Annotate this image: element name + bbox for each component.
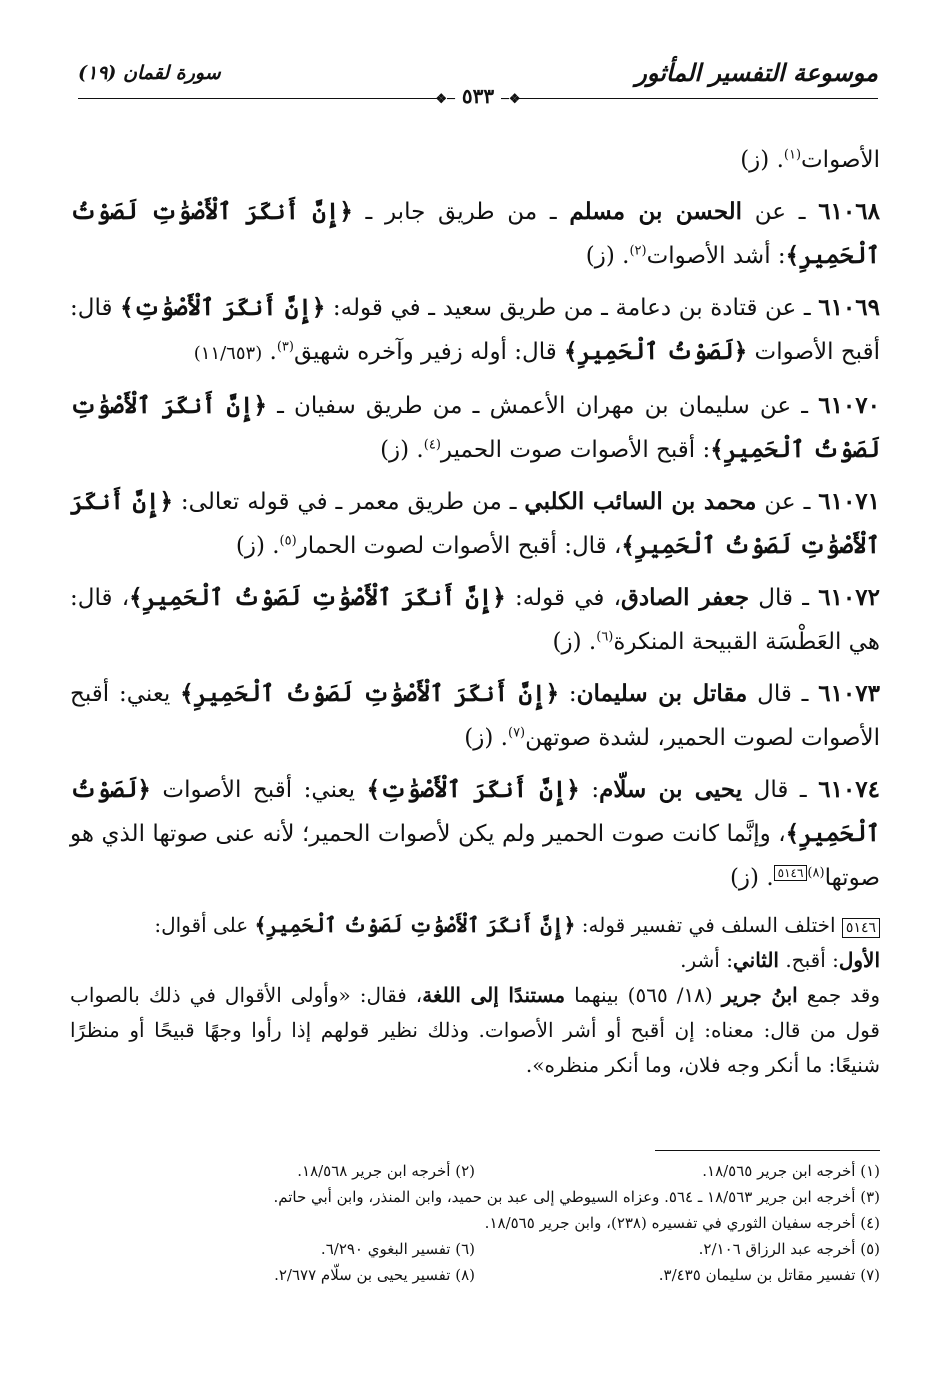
footnote-8: (٨) تفسير يحيى بن سلّام ٢/٦٧٧. xyxy=(274,1266,475,1284)
commentary-marker: ٥١٤٦ xyxy=(842,918,880,938)
opinion-label: الأول xyxy=(838,948,880,972)
narration-61070: ٦١٠٧٠ ـ عن سليمان بن مهران الأعمش ـ من طريق سفيان ـ ﴿إِنَّ أَنكَرَ ٱلْأَصْوَٰتِ لَصَوْتُ ٱلْحَمِيرِ﴾: أقبح الأصوات صوت الحمير$^{(٤)}$. (ز) xyxy=(70,392,880,463)
footnote-row xyxy=(70,1236,880,1262)
narration-61071: ٦١٠٧١ ـ عن محمد بن السائب الكلبي ـ من طريق معمر ـ في قوله تعالى: ﴿إِنَّ أَنكَرَ ٱلْأَصْوَٰتِ لَصَوْتُ ٱلْحَمِيرِ﴾، قال: أقبح الأصوات لصوت الحمار$^{(٥)}$. (ز) xyxy=(70,488,881,559)
quran-quote: ﴿إِنَّ أَنكَرَ ٱلْأَصْوَٰتِ لَصَوْتُ ٱلْحَمِيرِ﴾ xyxy=(180,680,560,707)
narrator-name: يحيى بن سلّام xyxy=(599,776,743,803)
commentary-marker[interactable]: ٥١٤٦ xyxy=(774,865,808,881)
footnote-row xyxy=(70,1158,880,1184)
footnote-divider xyxy=(655,1150,880,1151)
commentary-section xyxy=(70,908,880,1083)
page-number: ٥٣٣ xyxy=(461,84,495,108)
narration-61068: ٦١٠٦٨ ـ عن الحسن بن مسلم ـ من طريق جابر ـ ﴿إِنَّ أَنكَرَ ٱلْأَصْوَٰتِ لَصَوْتُ ٱلْحَمِيرِ﴾: أشد الأصوات$^{(٢)}$. (ز) xyxy=(70,198,880,269)
page-header xyxy=(78,56,878,106)
footnote-ref[interactable]: (٤) xyxy=(423,437,441,453)
narrations xyxy=(70,138,880,908)
ornament-icon: ─❖ xyxy=(501,92,521,107)
header-rule-left xyxy=(78,98,438,99)
quran-quote: ﴿إِنَّ أَنكَرَ ٱلْأَصْوَٰتِ لَصَوْتُ ٱلْحَمِيرِ﴾ xyxy=(254,913,576,937)
commentary-opinions: الأول: أقبح. الثاني: أشر. xyxy=(680,948,880,972)
narrator-name: جعفر الصادق xyxy=(621,584,750,611)
footnote-5: (٥) أخرجه عبد الرزاق ٢/١٠٦. xyxy=(698,1240,880,1258)
narration-number: ٦١٠٧٤ xyxy=(818,776,880,803)
scholar-name: ابنُ جرير xyxy=(721,983,798,1007)
emphasis-text: مستندًا إلى اللغة xyxy=(422,983,566,1007)
surah-title: سورة لقمان (١٩) xyxy=(78,62,221,84)
footnote-ref[interactable]: (٢) xyxy=(629,243,647,259)
footnote-ref[interactable]: (٧) xyxy=(507,725,526,741)
header-rule-right xyxy=(518,98,878,99)
narration-number: ٦١٠٧٣ xyxy=(818,680,880,707)
ornament-icon: ❖─ xyxy=(435,92,455,107)
narrator-name: الحسن بن مسلم xyxy=(569,198,743,225)
narration-continuation: الأصوات$^{(١)}$. (ز) xyxy=(740,147,880,173)
opinion-label: الثاني xyxy=(732,948,779,972)
quran-quote: ﴿إِنَّ أَنكَرَ ٱلْأَصْوَٰتِ لَصَوْتُ ٱلْحَمِيرِ﴾ xyxy=(70,392,880,463)
footnote-2: (٢) أخرجه ابن جرير ١٨/٥٦٨. xyxy=(297,1162,475,1180)
quran-quote: ﴿إِنَّ أَنكَرَ ٱلْأَصْوَٰتِ﴾ xyxy=(366,776,580,803)
commentary-intro: ٥١٤٦ اختلف السلف في تفسير قوله: ﴿إِنَّ أَنكَرَ ٱلْأَصْوَٰتِ لَصَوْتُ ٱلْحَمِيرِ﴾ على أقوال: xyxy=(70,908,880,943)
narrator-name: مقاتل بن سليمان xyxy=(576,680,748,707)
footnotes xyxy=(70,1158,880,1288)
footnote-7: (٧) تفسير مقاتل بن سليمان ٣/٤٣٥. xyxy=(658,1266,880,1284)
commentary-conclusion: وقد جمع ابنُ جرير (١٨/ ٥٦٥) بينهما مستندًا إلى اللغة، فقال: «وأولى الأقوال في ذلك بالصواب قول من قال: معناه: إن أقبح أو أشر الأصوات. وذلك نظير قولهم إذا رأوا وجهًا قبيحًا أو منظرًا شنيعًا: ما أنكر وجه فلان، وما أنكر منظره». xyxy=(70,983,880,1077)
quran-quote: ﴿لَصَوْتُ ٱلْحَمِيرِ﴾ xyxy=(70,776,880,847)
page-number-block xyxy=(78,84,878,108)
footnote-ref[interactable]: (٥) xyxy=(279,533,297,549)
narration-61073: ٦١٠٧٣ ـ قال مقاتل بن سليمان: ﴿إِنَّ أَنكَرَ ٱلْأَصْوَٰتِ لَصَوْتُ ٱلْحَمِيرِ﴾ يعني: أقبح الأصوات لصوت الحمير، لشدة صوتهن$^{(٧)}$. (ز) xyxy=(70,680,880,751)
quran-quote: ﴿إِنَّ أَنكَرَ ٱلْأَصْوَٰتِ لَصَوْتُ ٱلْحَمِيرِ﴾ xyxy=(70,488,880,559)
footnote-ref[interactable]: (١) xyxy=(783,147,802,163)
book-title: موسوعة التفسير المأثور xyxy=(635,58,878,87)
footnote-ref[interactable]: (٦) xyxy=(596,629,614,645)
quran-quote: ﴿إِنَّ أَنكَرَ ٱلْأَصْوَٰتِ لَصَوْتُ ٱلْحَمِيرِ﴾ xyxy=(70,198,880,269)
volume-page-ref: (١١/٦٥٣) xyxy=(193,343,263,364)
quran-quote: ﴿إِنَّ أَنكَرَ ٱلْأَصْوَٰتِ لَصَوْتُ ٱلْحَمِيرِ﴾ xyxy=(129,584,506,611)
narration-number: ٦١٠٦٩ xyxy=(818,294,880,321)
narration-61069: ٦١٠٦٩ ـ عن قتادة بن دعامة ـ من طريق سعيد ـ في قوله: ﴿إِنَّ أَنكَرَ ٱلْأَصْوَٰتِ﴾ قال: أقبح الأصوات ﴿لَصَوْتُ ٱلْحَمِيرِ﴾ قال: أوله زفير وآخره شهيق$^{(٣)}$. (١١/٦٥٣) xyxy=(70,294,880,365)
narration-number: ٦١٠٦٨ xyxy=(818,198,880,225)
narration-61074: ٦١٠٧٤ ـ قال يحيى بن سلّام: ﴿إِنَّ أَنكَرَ ٱلْأَصْوَٰتِ﴾ يعني: أقبح الأصوات ﴿لَصَوْتُ ٱلْحَمِيرِ﴾، وإنَّما كانت صوت الحمير ولم يكن لأصوات الحمير؛ لأنه عنى صوتها الذي هو صوتها$^{(٨)}$٥١٤٦. (ز) xyxy=(70,776,880,891)
footnote-6: (٦) تفسير البغوي ٦/٢٩٠. xyxy=(320,1240,475,1258)
narration-number: ٦١٠٧١ xyxy=(818,488,881,515)
footnote-3: (٣) أخرجه ابن جرير ١٨/٥٦٣ ـ ٥٦٤. وعزاه السيوطي إلى عبد بن حميد، وابن المنذر، وابن أبي حاتم. xyxy=(273,1188,880,1206)
narrator-name: محمد بن السائب الكلبي xyxy=(524,488,757,515)
footnote-ref[interactable]: (٨) xyxy=(807,865,825,881)
footnote-4: (٤) أخرجه سفيان الثوري في تفسيره (٢٣٨)، وابن جرير ١٨/٥٦٥. xyxy=(484,1214,880,1232)
footnote-ref[interactable]: (٣) xyxy=(276,339,294,355)
narration-61072: ٦١٠٧٢ ـ قال جعفر الصادق، في قوله: ﴿إِنَّ أَنكَرَ ٱلْأَصْوَٰتِ لَصَوْتُ ٱلْحَمِيرِ﴾، قال: هي العَطْسَة القبيحة المنكرة$^{(٦)}$. (ز) xyxy=(70,584,880,655)
quran-quote: ﴿لَصَوْتُ ٱلْحَمِيرِ﴾ xyxy=(564,338,748,365)
quran-quote: ﴿إِنَّ أَنكَرَ ٱلْأَصْوَٰتِ﴾ xyxy=(120,294,326,321)
footnote-row xyxy=(70,1262,880,1288)
narration-number: ٦١٠٧٠ xyxy=(818,392,880,419)
footnote-1: (١) أخرجه ابن جرير ١٨/٥٦٥. xyxy=(702,1162,880,1180)
narration-number: ٦١٠٧٢ xyxy=(818,584,880,611)
